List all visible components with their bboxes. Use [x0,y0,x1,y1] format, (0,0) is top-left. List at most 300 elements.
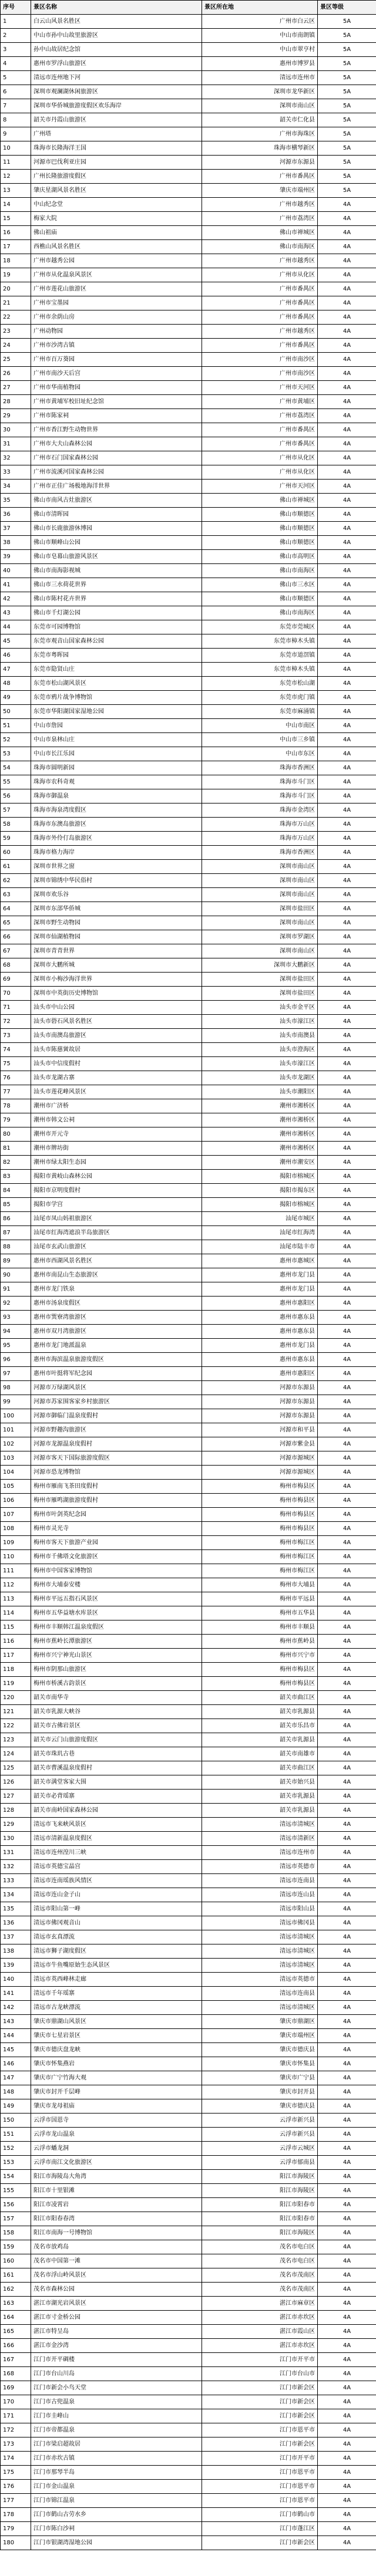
table-row [1,2184,376,2198]
row-scenic-name: 河源市巴伐利亚庄园 [31,156,202,170]
table-row [1,592,376,606]
row-grade: 4A [318,2142,376,2156]
row-seq: 71 [1,1001,31,1015]
table-row [1,1226,376,1240]
row-seq: 129 [1,1818,31,1832]
table-row [1,1944,376,1959]
table-row [1,437,376,451]
row-grade: 4A [318,296,376,310]
row-grade: 4A [318,480,376,494]
row-grade: 4A [318,536,376,550]
row-seq: 33 [1,465,31,480]
row-location: 江门市新会区 [202,2381,318,2395]
row-seq: 134 [1,1888,31,1902]
row-scenic-name: 汕尾市玄武山旅游区 [31,1240,202,1254]
row-grade: 4A [318,719,376,733]
row-grade: 4A [318,2367,376,2381]
row-scenic-name: 广州市百万葵园 [31,353,202,367]
row-grade: 4A [318,1959,376,1973]
row-location: 广州市番禺区 [202,310,318,325]
table-row [1,747,376,761]
table-row [1,874,376,888]
row-seq: 74 [1,1043,31,1057]
row-scenic-name: 河源市龙源温泉度假村 [31,1437,202,1451]
row-grade: 4A [318,353,376,367]
table-row [1,1522,376,1536]
table-row [1,99,376,113]
row-scenic-name: 汕头市南澳岛旅游区 [31,1029,202,1043]
row-grade: 4A [318,2184,376,2198]
row-grade: 5A [318,15,376,29]
row-location: 河源市源城区 [202,1466,318,1480]
row-grade: 4A [318,2423,376,2437]
row-seq: 84 [1,1184,31,1198]
row-seq: 22 [1,310,31,325]
row-seq: 166 [1,2339,31,2353]
row-scenic-name: 河源市客天下国际旅游度假区 [31,1451,202,1466]
table-row [1,1381,376,1395]
table-row [1,1297,376,1311]
row-scenic-name: 广州市黄埔军校旧址纪念馆 [31,395,202,409]
table-row [1,1747,376,1761]
row-location: 清远市清城区 [202,1944,318,1959]
row-location: 肇庆市端州区 [202,2029,318,2043]
row-seq: 117 [1,1649,31,1663]
row-scenic-name: 惠州市叶挺将军纪念园 [31,1367,202,1381]
row-grade: 4A [318,1677,376,1691]
row-seq: 94 [1,1325,31,1339]
row-scenic-name: 广州市余荫山房 [31,310,202,325]
row-seq: 62 [1,874,31,888]
row-location: 韶关市乳源县 [202,1705,318,1719]
row-seq: 180 [1,2536,31,2550]
row-scenic-name: 广州市宝墨园 [31,296,202,310]
row-location: 云浮市郁南县 [202,2156,318,2170]
row-grade: 4A [318,2085,376,2099]
table-row [1,451,376,465]
row-location: 珠海市金湾区 [202,803,318,818]
row-location: 广州市荔湾区 [202,409,318,423]
row-location: 河源市源城区 [202,1451,318,1466]
row-grade: 4A [318,649,376,663]
row-seq: 150 [1,2114,31,2128]
row-location: 江门市开平市 [202,2353,318,2367]
row-seq: 70 [1,987,31,1001]
row-grade: 4A [318,2226,376,2240]
row-grade: 4A [318,451,376,465]
row-location: 江门市恩平市 [202,2423,318,2437]
row-scenic-name: 西樵山风景名胜区 [31,240,202,254]
row-seq: 114 [1,1606,31,1620]
row-seq: 37 [1,522,31,536]
table-row [1,860,376,874]
table-row [1,1001,376,1015]
row-seq: 19 [1,268,31,282]
row-grade: 4A [318,1339,376,1353]
row-seq: 131 [1,1846,31,1860]
row-grade: 5A [318,184,376,198]
table-row [1,1860,376,1874]
row-location: 河源市和平县 [202,1423,318,1437]
row-seq: 179 [1,2522,31,2536]
row-grade: 4A [318,2536,376,2550]
row-location: 潮州市潮安区 [202,1156,318,1170]
row-grade: 4A [318,634,376,649]
row-grade: 4A [318,1987,376,2001]
row-location: 东莞市莞城区 [202,620,318,634]
row-location: 珠海市香洲区 [202,761,318,775]
table-row [1,832,376,846]
row-scenic-name: 潮州市牌坊街 [31,1142,202,1156]
table-row [1,2494,376,2508]
row-grade: 4A [318,1268,376,1282]
table-row [1,2367,376,2381]
row-scenic-name: 清远市连山金子山 [31,1888,202,1902]
row-location: 惠州市龙门县 [202,1339,318,1353]
row-scenic-name: 深圳市华侨城旅游度假区欢乐海岸 [31,99,202,113]
table-row [1,113,376,127]
row-location: 梅州市梅县区 [202,1663,318,1677]
table-row [1,1818,376,1832]
row-grade: 4A [318,705,376,719]
row-grade: 4A [318,2283,376,2297]
row-seq: 45 [1,634,31,649]
row-seq: 77 [1,1085,31,1099]
table-row [1,1480,376,1494]
row-location: 佛山市顺德区 [202,508,318,522]
row-location: 阳江市海陵区 [202,2226,318,2240]
row-grade: 4A [318,2494,376,2508]
table-row [1,677,376,691]
table-row [1,1437,376,1451]
row-grade: 4A [318,2001,376,2015]
row-grade: 4A [318,1423,376,1437]
table-row [1,733,376,747]
row-seq: 13 [1,184,31,198]
table-row [1,1015,376,1029]
row-location: 中山市南朗镇 [202,29,318,43]
row-location: 汕尾市陆丰市 [202,1240,318,1254]
row-location: 清远市佛冈县 [202,1916,318,1930]
row-grade: 4A [318,2409,376,2423]
row-seq: 52 [1,733,31,747]
row-seq: 164 [1,2311,31,2325]
row-grade: 4A [318,761,376,775]
row-scenic-name: 云浮市南江文化旅游区 [31,2156,202,2170]
row-location: 东莞市松山湖 [202,677,318,691]
row-scenic-name: 深圳市东部华侨城 [31,902,202,916]
row-scenic-name: 佛山市三水荷花世界 [31,578,202,592]
column-header-name: 景区名称 [31,1,202,15]
row-grade: 4A [318,1043,376,1057]
row-seq: 59 [1,832,31,846]
table-row [1,296,376,310]
row-seq: 141 [1,1987,31,2001]
row-scenic-name: 东莞市可园博物馆 [31,620,202,634]
row-grade: 5A [318,29,376,43]
row-location: 肇庆市端州区 [202,184,318,198]
table-row [1,1790,376,1804]
table-row [1,1635,376,1649]
row-seq: 76 [1,1071,31,1085]
row-grade: 4A [318,1029,376,1043]
table-row [1,1578,376,1592]
table-row [1,2381,376,2395]
table-row [1,2297,376,2311]
row-grade: 4A [318,1944,376,1959]
row-location: 佛山市禅城区 [202,226,318,240]
row-scenic-name: 潮州市广济桥 [31,1099,202,1113]
table-row [1,1127,376,1142]
row-grade: 4A [318,958,376,973]
table-row [1,902,376,916]
row-scenic-name: 中山市泉林山庄 [31,733,202,747]
row-location: 广州市越秀区 [202,254,318,268]
row-grade: 4A [318,775,376,789]
table-row [1,789,376,803]
row-grade: 4A [318,2311,376,2325]
row-location: 清远市英德市 [202,1860,318,1874]
row-grade: 4A [318,1818,376,1832]
row-scenic-name: 清远市牛鱼嘴原始生态风景区 [31,1959,202,1973]
table-row [1,663,376,677]
table-row [1,1198,376,1212]
row-seq: 109 [1,1536,31,1550]
row-grade: 4A [318,198,376,212]
table-row [1,1113,376,1127]
row-grade: 4A [318,747,376,761]
table-row [1,1677,376,1691]
row-grade: 4A [318,1578,376,1592]
row-location: 梅州市平远县 [202,1592,318,1606]
row-seq: 32 [1,451,31,465]
row-seq: 23 [1,325,31,339]
row-seq: 14 [1,198,31,212]
row-location: 深圳市南山区 [202,874,318,888]
table-row [1,325,376,339]
row-scenic-name: 广州长隆旅游度假区 [31,170,202,184]
row-scenic-name: 孙中山故居纪念馆 [31,43,202,57]
row-seq: 69 [1,973,31,987]
row-seq: 154 [1,2170,31,2184]
row-scenic-name: 阳江市南海一号博物馆 [31,2226,202,2240]
table-row [1,465,376,480]
row-location: 深圳市南山区 [202,916,318,930]
row-location: 清远市清城区 [202,2001,318,2015]
row-seq: 10 [1,141,31,156]
row-grade: 4A [318,325,376,339]
table-row [1,1959,376,1973]
table-row [1,691,376,705]
table-row [1,15,376,29]
row-location: 阳江市海陵区 [202,2170,318,2184]
row-scenic-name: 云浮市国恩寺 [31,2114,202,2128]
row-seq: 163 [1,2297,31,2311]
row-grade: 5A [318,43,376,57]
table-row [1,2240,376,2254]
row-location: 广州市天河区 [202,381,318,395]
table-row [1,1282,376,1297]
row-grade: 4A [318,1888,376,1902]
row-location: 江门市新会区 [202,2437,318,2452]
row-grade: 4A [318,437,376,451]
row-location: 广州市白云区 [202,15,318,29]
row-seq: 143 [1,2015,31,2029]
row-scenic-name: 潮州市韩文公祠 [31,1113,202,1127]
row-location: 梅州市蕉岭县 [202,1635,318,1649]
row-location: 广州市番禺区 [202,437,318,451]
row-scenic-name: 梅州市中国客家博物馆 [31,1564,202,1578]
table-row [1,1705,376,1719]
row-grade: 4A [318,2198,376,2212]
row-seq: 165 [1,2325,31,2339]
row-scenic-name: 梅州市五华益塘水库景区 [31,1606,202,1620]
row-seq: 42 [1,592,31,606]
row-grade: 4A [318,888,376,902]
row-grade: 4A [318,1973,376,1987]
row-scenic-name: 广州市越秀公园 [31,254,202,268]
row-grade: 5A [318,170,376,184]
table-row [1,282,376,296]
table-row [1,57,376,71]
row-scenic-name: 汕尾市红海湾遮浪半岛旅游区 [31,1226,202,1240]
row-seq: 35 [1,494,31,508]
row-scenic-name: 梅州市雁鸣湖旅游度假村 [31,1494,202,1508]
row-grade: 4A [318,2114,376,2128]
table-row [1,268,376,282]
row-seq: 53 [1,747,31,761]
table-row [1,1902,376,1916]
row-seq: 17 [1,240,31,254]
row-scenic-name: 深圳市大鹏所城 [31,958,202,973]
row-scenic-name: 广州市南沙天后宫 [31,367,202,381]
row-location: 肇庆市鼎湖区 [202,2015,318,2029]
row-scenic-name: 肇庆市七星岩景区 [31,2029,202,2043]
row-scenic-name: 东莞市华阳湖国家湿地公园 [31,705,202,719]
table-row [1,156,376,170]
table-row [1,2226,376,2240]
row-seq: 128 [1,1804,31,1818]
row-location: 梅州市梅县区 [202,1480,318,1494]
table-row [1,43,376,57]
table-row [1,1494,376,1508]
row-grade: 4A [318,1071,376,1085]
table-row [1,1466,376,1480]
row-scenic-name: 潮州市开元寺 [31,1127,202,1142]
row-scenic-name: 阳江市阳春春湾 [31,2212,202,2226]
row-seq: 124 [1,1747,31,1761]
row-grade: 5A [318,99,376,113]
row-grade: 4A [318,2268,376,2283]
table-row [1,2466,376,2480]
row-scenic-name: 汕尾市凤山妈祖旅游区 [31,1212,202,1226]
row-location: 深圳市盐田区 [202,987,318,1001]
row-seq: 89 [1,1254,31,1268]
row-grade: 4A [318,1297,376,1311]
row-seq: 101 [1,1423,31,1437]
table-row [1,395,376,409]
row-grade: 4A [318,2381,376,2395]
table-row [1,1212,376,1226]
row-location: 肇庆市广宁县 [202,2071,318,2085]
row-grade: 4A [318,2452,376,2466]
row-location: 东莞市虎门镇 [202,691,318,705]
row-grade: 4A [318,1606,376,1620]
row-scenic-name: 广州市大夫山森林公园 [31,437,202,451]
table-row [1,1325,376,1339]
row-grade: 5A [318,127,376,141]
row-seq: 5 [1,71,31,85]
row-seq: 161 [1,2268,31,2283]
row-seq: 39 [1,550,31,564]
table-row [1,1395,376,1409]
row-seq: 92 [1,1297,31,1311]
row-scenic-name: 梅州市灵光寺 [31,1522,202,1536]
row-scenic-name: 江门市梁启超故居 [31,2437,202,2452]
row-scenic-name: 清远市清新温泉度假区 [31,1832,202,1846]
row-seq: 16 [1,226,31,240]
row-location: 中山市三乡镇 [202,733,318,747]
row-seq: 149 [1,2099,31,2114]
row-scenic-name: 广州市正佳广场极地海洋世界 [31,480,202,494]
row-seq: 26 [1,367,31,381]
row-grade: 4A [318,1381,376,1395]
table-row [1,141,376,156]
row-scenic-name: 佛山市南海影视城 [31,564,202,578]
row-location: 河源市东源县 [202,1381,318,1395]
table-row [1,1804,376,1818]
row-scenic-name: 珠海市外伶仃岛旅游区 [31,832,202,846]
row-scenic-name: 珠海市东澳岛旅游区 [31,818,202,832]
row-location: 佛山市三水区 [202,578,318,592]
table-row [1,29,376,43]
row-scenic-name: 中山纪念堂 [31,198,202,212]
row-scenic-name: 东莞市鸦片战争博物馆 [31,691,202,705]
row-grade: 4A [318,1156,376,1170]
row-scenic-name: 深圳市小梅沙海洋世界 [31,973,202,987]
row-seq: 83 [1,1170,31,1184]
row-grade: 4A [318,620,376,634]
row-grade: 4A [318,1240,376,1254]
row-seq: 132 [1,1860,31,1874]
row-grade: 5A [318,71,376,85]
row-grade: 4A [318,1620,376,1635]
table-row [1,127,376,141]
row-scenic-name: 湛江市特呈岛 [31,2325,202,2339]
row-location: 江门市蓬江区 [202,2522,318,2536]
row-location: 梅州市梅县区 [202,1522,318,1536]
row-location: 清远市连南县 [202,1987,318,2001]
row-seq: 99 [1,1395,31,1409]
row-seq: 67 [1,944,31,958]
row-scenic-name: 茂名市放鸡岛 [31,2240,202,2254]
row-scenic-name: 汕头市中信度假村 [31,1057,202,1071]
row-scenic-name: 广州市流溪河国家森林公园 [31,465,202,480]
row-seq: 47 [1,663,31,677]
row-scenic-name: 珠海市长隆海洋王国 [31,141,202,156]
row-seq: 133 [1,1874,31,1888]
row-grade: 4A [318,1832,376,1846]
table-row [1,1254,376,1268]
row-grade: 4A [318,1522,376,1536]
row-location: 梅州市梅江区 [202,1564,318,1578]
row-seq: 9 [1,127,31,141]
table-row [1,1311,376,1325]
table-row [1,1832,376,1846]
row-grade: 4A [318,818,376,832]
table-row [1,564,376,578]
row-location: 茂名市电白区 [202,2240,318,2254]
